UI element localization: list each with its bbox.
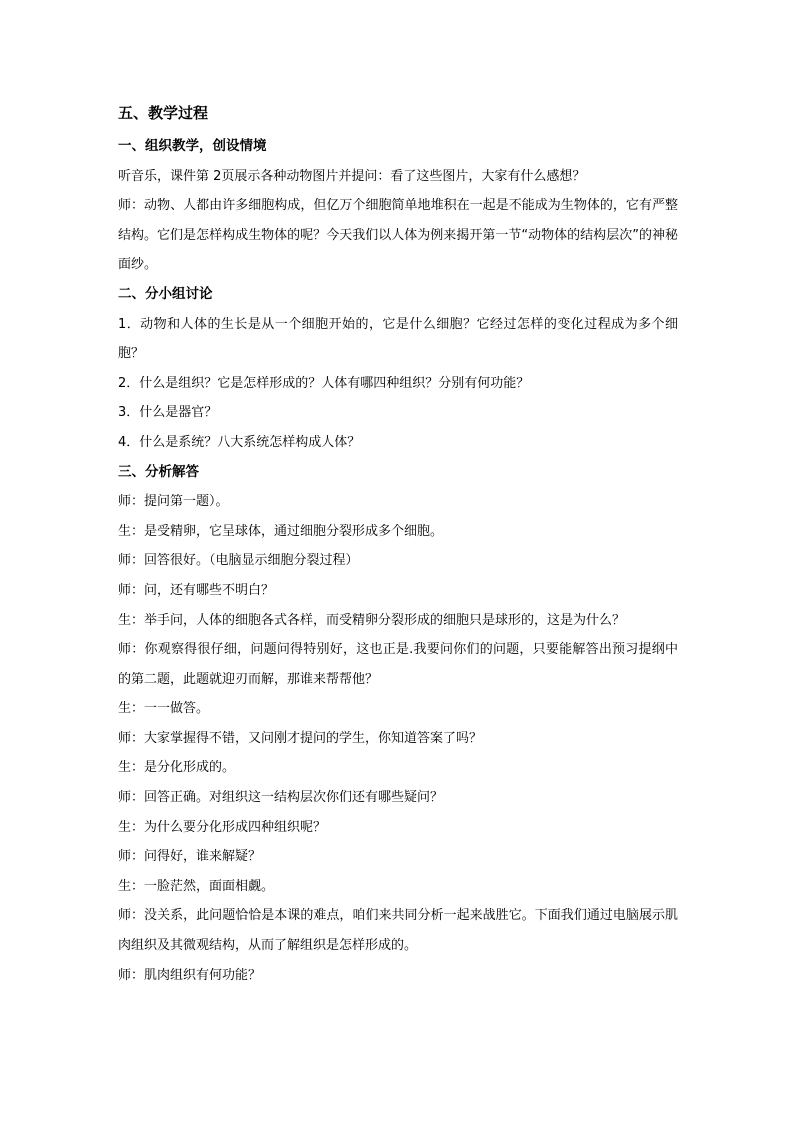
dialogue-line: 生：是受精卵，它呈球体，通过细胞分裂形成多个细胞。: [118, 523, 444, 539]
section-title-group-discussion: 二、分小组讨论: [118, 285, 213, 302]
discussion-question: 2．什么是组织？它是怎样形成的？人体有哪四种组织？分别有何功能？: [118, 375, 530, 391]
document-heading: 五、教学过程: [118, 104, 209, 122]
dialogue-line: 师：没关系，此问题恰恰是本课的难点，咱们来共同分析一起来战胜它。下面我们通过电脑展示肌肉组织及其微观结构，从而了解组织是怎样形成的。: [118, 908, 678, 954]
dialogue-line: 师：回答很好。（电脑显示细胞分裂过程）: [118, 553, 359, 569]
discussion-question: 3．什么是器官？: [118, 405, 218, 421]
dialogue-line: 生：举手问，人体的细胞各式各样，而受精卵分裂形成的细胞只是球形的，这是为什么？: [118, 612, 626, 628]
dialogue-line: 生：为什么要分化形成四种组织呢？: [118, 819, 327, 835]
dialogue-line: 师：肌肉组织有何功能？: [118, 967, 262, 983]
dialogue-line: 师：问得好，谁来解疑？: [118, 849, 262, 865]
dialogue-line: 生：一脸茫然，面面相觑。: [118, 878, 275, 894]
dialogue-line: 师：提问第一题）。: [118, 494, 229, 510]
paragraph: 师：动物、人都由许多细胞构成，但亿万个细胞简单地堆积在一起是不能成为生物体的，它有严整结构。它们是怎样构成生物体的呢？今天我们以人体为例来揭开第一节“动物体的结构层次”的神秘面纱。: [118, 198, 678, 273]
dialogue-line: 师：大家掌握得不错，又问刚才提问的学生，你知道答案了吗？: [118, 730, 483, 746]
discussion-question: 1．动物和人体的生长是从一个细胞开始的，它是什么细胞？它经过怎样的变化过程成为多个细胞？: [118, 316, 678, 362]
dialogue-line: 师：回答正确。对组织这一结构层次你们还有哪些疑问？: [118, 790, 444, 806]
section-title-organize-teaching: 一、组织教学，创设情境: [118, 138, 267, 154]
discussion-question: 4．什么是系统？八大系统怎样构成人体？: [118, 434, 361, 450]
document-page: [118, 100, 678, 990]
dialogue-line: 生：一一做答。: [118, 701, 210, 717]
section-title-analysis: 三、分析解答: [118, 463, 199, 480]
paragraph: 听音乐，课件第 2页展示各种动物图片并提问：看了这些图片，大家有什么感想？: [118, 168, 586, 184]
dialogue-line: 师：你观察得很仔细，问题问得特别好，这也正是.我要问你们的问题，只要能解答出预习提纲中的第二题，此题就迎刃而解，那谁来帮帮他？: [118, 642, 678, 687]
dialogue-line: 生：是分化形成的。: [118, 760, 236, 776]
dialogue-line: 师：问，还有哪些不明白？: [118, 582, 275, 598]
